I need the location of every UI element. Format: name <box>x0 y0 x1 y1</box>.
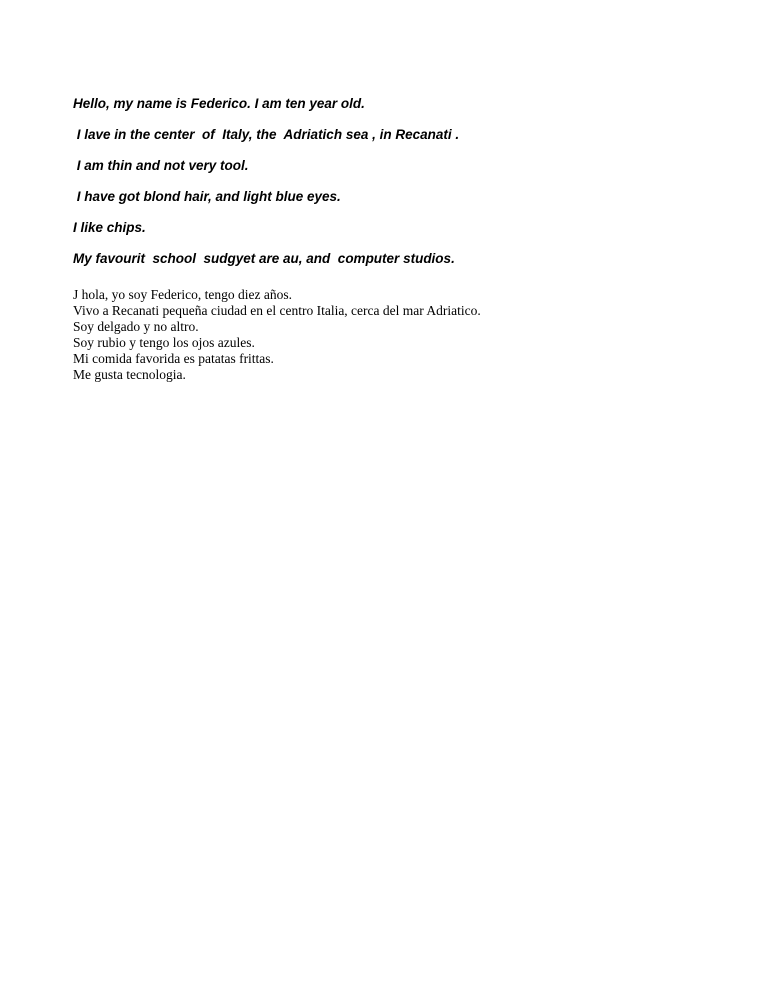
spanish-line-likes: Me gusta tecnologia. <box>73 367 186 382</box>
spanish-line-build: Soy delgado y no altro. <box>73 319 199 334</box>
english-line-food: I like chips. <box>73 220 146 235</box>
spanish-line-location: Vivo a Recanati pequeña ciudad en el centro Italia, cerca del mar Adriatico. <box>73 303 481 318</box>
english-line-build: I am thin and not very tool. <box>73 158 249 173</box>
spanish-line-greeting: J hola, yo soy Federico, tengo diez años. <box>73 287 292 302</box>
spanish-line-appearance: Soy rubio y tengo los ojos azules. <box>73 335 255 350</box>
english-line-name: Hello, my name is Federico. I am ten year old. <box>73 96 365 111</box>
spanish-line-food: Mi comida favorida es patatas frittas. <box>73 351 274 366</box>
english-line-appearance: I have got blond hair, and light blue eyes. <box>73 189 341 204</box>
english-line-location: I lave in the center of Italy, the Adriatich sea , in Recanati . <box>73 127 460 142</box>
english-paragraph-block <box>73 96 713 282</box>
english-line-subjects: My favourit school sudgyet are au, and computer studios. <box>73 251 455 266</box>
spanish-paragraph-block <box>73 287 713 383</box>
